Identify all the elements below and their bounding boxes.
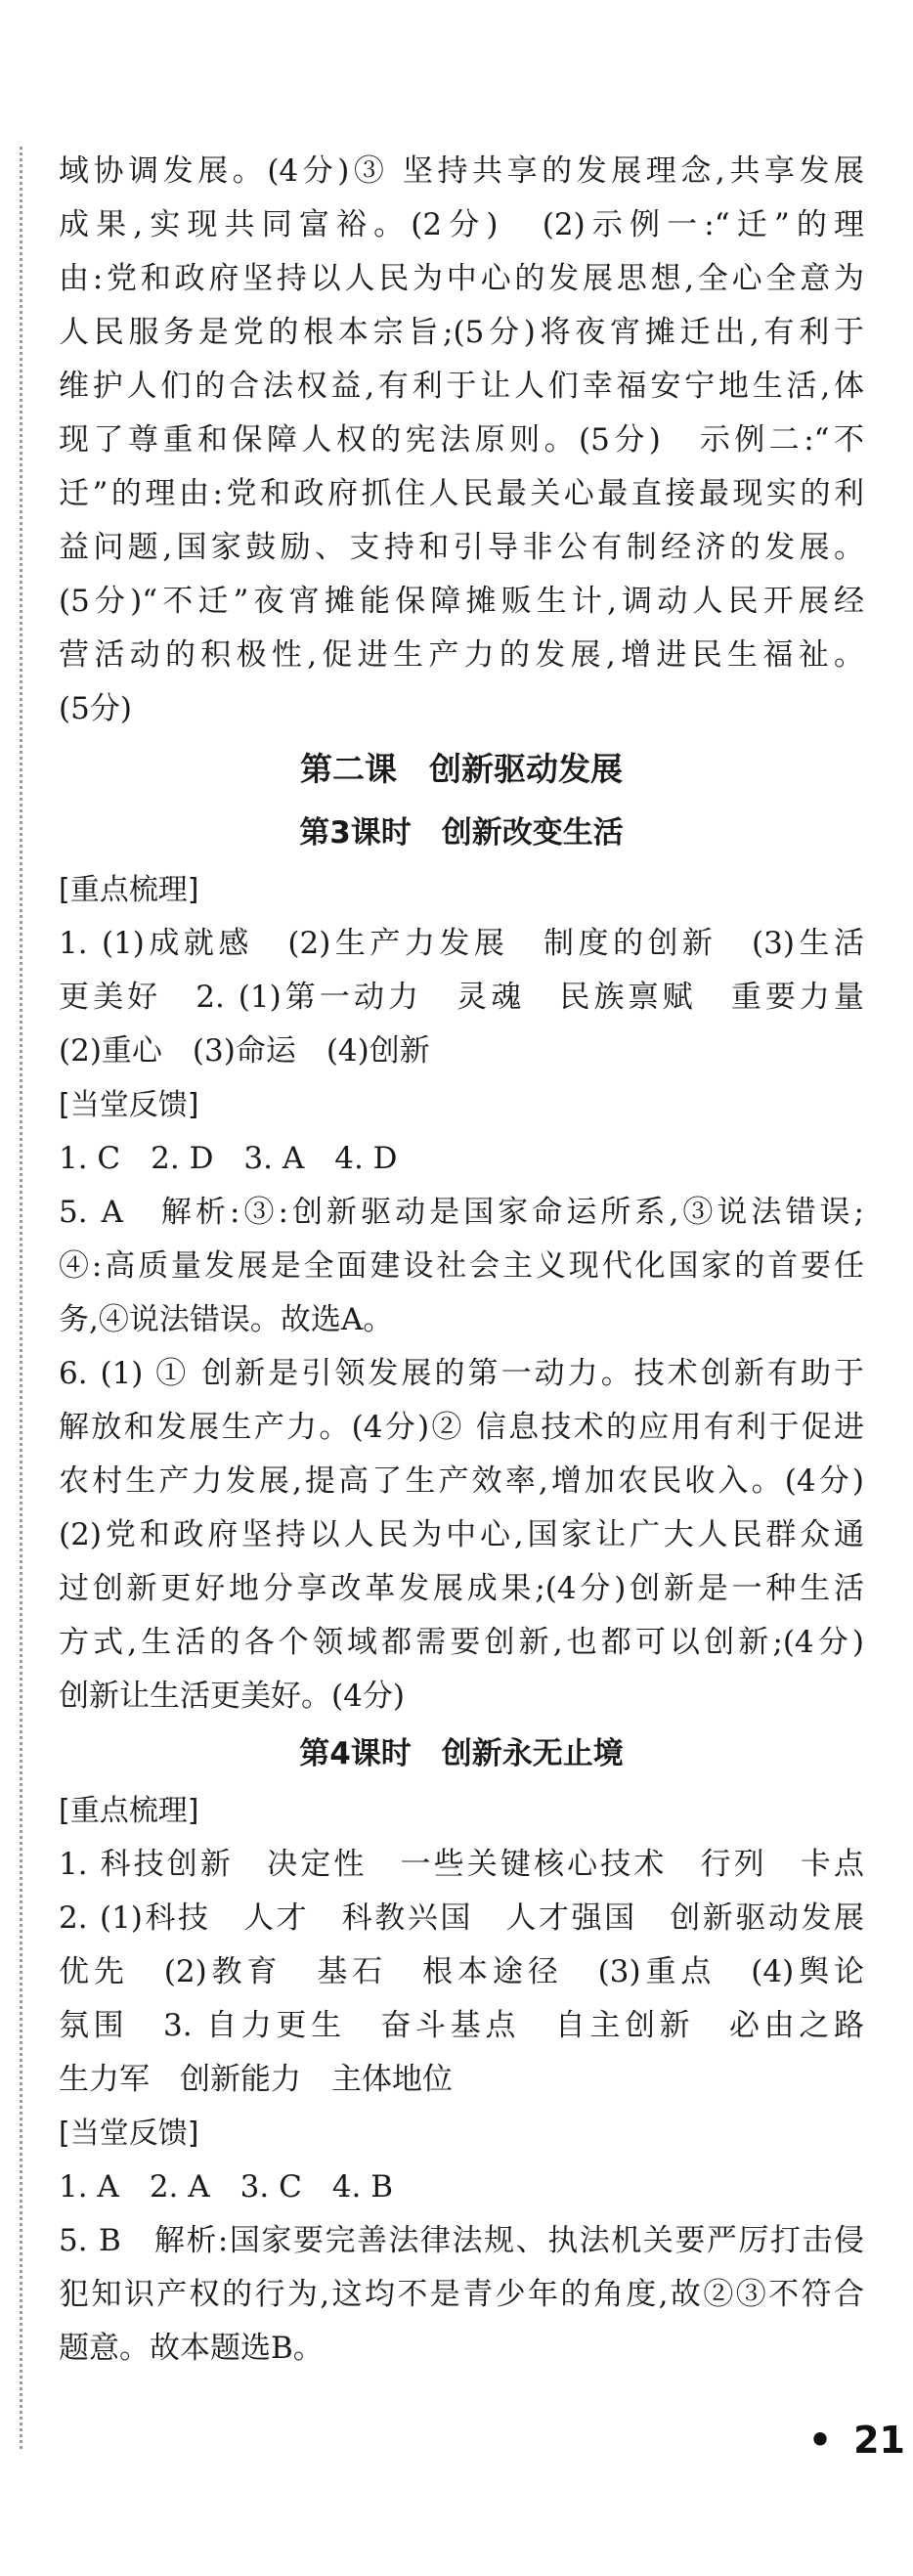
text-line: 2. (1)科技 人才 科教兴国 人才强国 创新驱动发展 [59,1900,864,1936]
text-line: (2)重心 (3)命运 (4)创新 [59,1033,430,1069]
chapter-title: 第二课 创新驱动发展 [300,750,623,788]
margin-dotted-rule [20,147,22,2449]
text-line: (5分)“不迁”夜宵摊能保障摊贩生计,调动人民开展经 [59,584,864,619]
text-line: 方式,生活的各个领域都需要创新,也都可以创新;(4分) [59,1625,864,1660]
text-line: 务,④说法错误。故选A。 [59,1302,394,1337]
text-line: 迁”的理由:党和政府抓住人民最关心最直接最现实的利 [59,476,864,511]
section-heading-feedback: [当堂反馈] [59,1088,199,1122]
section-heading-key-points: [重点梳理] [59,1794,199,1828]
text-line: 生力军 创新能力 主体地位 [59,2062,453,2097]
text-line: ④:高质量发展是全面建设社会主义现代化国家的首要任 [59,1248,864,1284]
text-line: 优先 (2)教育 基石 根本途径 (3)重点 (4)舆论 [59,1954,864,1989]
bullet-icon: • [807,2419,833,2462]
text-line: 1. (1)成就感 (2)生产力发展 制度的创新 (3)生活 [59,926,864,961]
text-line: 维护人们的合法权益,有利于让人们幸福安宁地生活,体 [59,369,864,404]
text-line: 营活动的积极性,促进生产力的发展,增进民生福祉。 [59,637,864,673]
text-line: (5分) [59,691,132,726]
text-line: 成果,实现共同富裕。(2分) (2)示例一:“迁”的理 [59,207,864,242]
text-line: 氛围 3. 自力更生 奋斗基点 自主创新 必由之路 [59,2008,864,2043]
lesson-4-title: 第4课时 创新永无止境 [299,1736,624,1771]
text-line: 农村生产力发展,提高了生产效率,增加农民收入。(4分) [59,1463,864,1499]
text-line: 1. C 2. D 3. A 4. D [59,1141,398,1176]
answer-continuation [59,145,864,736]
section-heading-key-points: [重点梳理] [59,873,199,907]
page-number-value: 21 [853,2419,905,2462]
text-line: 6. (1) ① 创新是引领发展的第一动力。技术创新有助于 [59,1356,864,1391]
page-content [59,145,864,2376]
page-number [808,2419,905,2462]
text-line: 1. 科技创新 决定性 一些关键核心技术 行列 卡点 [59,1847,864,1882]
text-line: 犯知识产权的行为,这均不是青少年的角度,故②③不符合 [59,2277,864,2312]
text-line: 过创新更好地分享改革发展成果;(4分)创新是一种生活 [59,1571,864,1606]
text-line: 域协调发展。(4分)③ 坚持共享的发展理念,共享发展 [59,153,864,189]
text-line: 现了尊重和保障人权的宪法原则。(5分) 示例二:“不 [59,422,864,458]
text-line: 5. B 解析:国家要完善法律法规、执法机关要严厉打击侵 [59,2223,864,2258]
text-line: 5. A 解析:③:创新驱动是国家命运所系,③说法错误; [59,1195,864,1230]
text-line: 益问题,国家鼓励、支持和引导非公有制经济的发展。 [59,530,864,565]
text-line: 更美好 2. (1)第一动力 灵魂 民族禀赋 重要力量 [59,980,864,1015]
text-line: 解放和发展生产力。(4分)② 信息技术的应用有利于促进 [59,1410,864,1445]
section-heading-feedback: [当堂反馈] [59,2117,199,2151]
text-line: 创新让生活更美好。(4分) [59,1679,405,1714]
text-line: 人民服务是党的根本宗旨;(5分)将夜宵摊迁出,有利于 [59,315,864,350]
lesson-3 [59,803,864,1724]
text-line: 由:党和政府坚持以人民为中心的发展思想,全心全意为 [59,261,864,296]
lesson-4 [59,1724,864,2376]
lesson-3-title: 第3课时 创新改变生活 [299,815,624,851]
text-line: 题意。故本题选B。 [59,2331,324,2366]
text-line: 1. A 2. A 3. C 4. B [59,2169,393,2205]
text-line: (2)党和政府坚持以人民为中心,国家让广大人民群众通 [59,1517,864,1552]
